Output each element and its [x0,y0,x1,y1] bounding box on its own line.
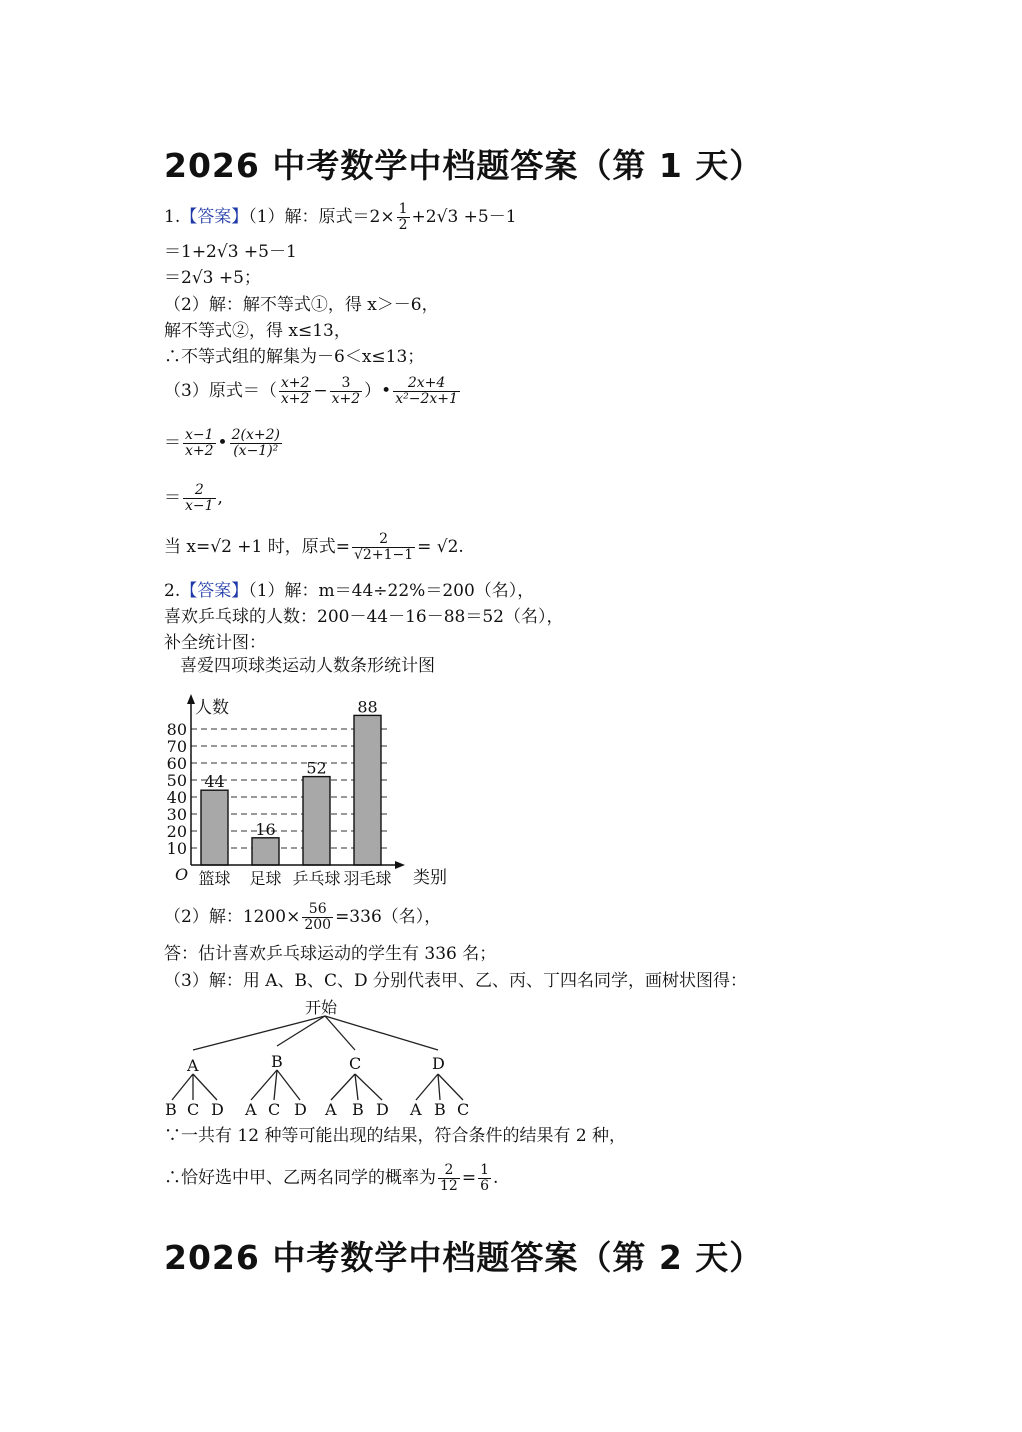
bar-篮球 [201,790,228,865]
bar-value-label: 44 [204,772,225,792]
bar-value-label: 52 [306,758,327,778]
q1-number: 1. [164,207,181,227]
tree-leaf: C [187,1100,200,1119]
q1-line-3: ＝2√3 +5； [164,268,261,288]
x-category-label: 篮球 [198,869,231,888]
tree-leaf: D [211,1100,224,1119]
q2-line-2: 喜欢乒乓球的人数：200－44－16－88＝52（名）， [164,607,564,627]
tree-node-a: A [187,1056,199,1075]
y-tick-label: 80 [166,720,187,739]
bar-足球 [252,838,279,865]
q2-line-4 [164,902,441,933]
q2-line-5: 答：估计喜欢乒乓球运动的学生有 336 名； [164,944,497,964]
fraction-g: $\frac{2}{√2+1-1}$ [354,531,414,563]
tree-leaf: D [376,1100,389,1119]
tree-leaf: B [434,1100,446,1119]
y-tick-label: 50 [166,771,187,790]
fraction-56-200: $\frac{56}{200}$ [304,901,332,933]
x-axis-arrow [395,861,405,869]
x-axis-label: 类别 [413,868,447,888]
page-title-day1: 2026 中考数学中档题答案（第 1 天） [164,146,764,185]
q1-line-7: （3）原式＝（ $\frac{x+2}{x+2}$ − $\frac{3}{x+2}$ ）• $\frac{2x+4}{\text{x²−2x+1}}$ [164,375,458,407]
q1-answer-tag: 【答案】 [180,207,249,227]
q1-step-1: （1）解：原式＝2× [248,207,395,227]
q2-answer-tag: 【答案】 [180,581,249,601]
q1-line-8: ＝ $\frac{x-1}{x+2}$ • $\frac{2(x+2)}{\text{(x−1)²}}$ [164,427,280,459]
tree-leaf: A [325,1100,337,1119]
tree-leaf: B [352,1100,364,1119]
y-tick-label: 30 [166,805,187,824]
x-category-label: 羽毛球 [343,869,392,888]
y-tick-label: 70 [166,737,187,756]
fraction-1-6: $\frac{1}{6}$ [480,1162,489,1194]
tree-node-d: D [432,1054,445,1073]
q1-line-2: ＝1+2√3 +5－1 [164,242,297,262]
fraction-f: $\frac{2}{x-1}$ [185,482,214,514]
q1-eq-8: ＝ [164,433,181,453]
q1-line-4: （2）解：解不等式①，得 x＞－6， [164,295,439,315]
y-axis-label: 人数 [195,698,229,718]
q2-line-8: ∴恰好选中甲、乙两名同学的概率为 $\frac{2}{12}$ = $\frac{1}{6}$ . [164,1162,499,1194]
tree-node-b: B [271,1052,283,1071]
q1-line-9: ＝ $\frac{2}{x-1}$ , [164,482,223,514]
bar-value-label: 88 [357,697,378,717]
y-tick-label: 20 [166,822,187,841]
y-tick-label: 60 [166,754,187,773]
chart-bars [201,715,381,865]
y-tick-label: 10 [166,839,187,858]
q2-part2-label: （2）解：1200× [164,907,301,927]
q2-number: 2. [164,581,181,601]
q1-result: = √2. [417,537,464,557]
bar-value-label: 16 [255,819,276,839]
q1-eq-9: ＝ [164,488,181,508]
q1-line-6: ∴不等式组的解集为－6＜x≤13； [164,347,425,367]
q2-line-7: ∵一共有 12 种等可能出现的结果，符合条件的结果有 2 种， [164,1126,627,1146]
q1-step-1-tail: +2√3 +5－1 [411,207,517,227]
tree-diagram [155,990,495,1120]
tree-node-c: C [349,1054,362,1073]
q2-step-1: （1）解：m＝44÷22%＝200（名）， [248,581,535,601]
tree-leaf: B [165,1100,177,1119]
x-category-label: 乒乓球 [292,869,341,888]
bar-羽毛球 [354,715,381,865]
q1-line-5: 解不等式②，得 x≤13， [164,321,351,341]
fraction-1-2: $\frac{1}{2}$ [398,201,408,233]
fraction-2-12: $\frac{2}{12}$ [440,1162,458,1194]
fraction-a: $\frac{x+2}{x+2}$ [280,375,310,407]
bar-chart [155,690,465,895]
y-axis-arrow [187,694,195,704]
q1-substitute: √2 +1 时，原式= [210,537,351,557]
tree-root: 开始 [305,998,338,1017]
q2-probability-text: ∴恰好选中甲、乙两名同学的概率为 [164,1168,436,1188]
bar-乒乓球 [303,777,330,865]
fraction-c: $\frac{2x+4}{\text{x²−2x+1}}$ [395,375,458,407]
tree-leaf: A [410,1100,422,1119]
tree-leaf: A [245,1100,257,1119]
page-title-day2: 2026 中考数学中档题答案（第 2 天） [164,1238,764,1277]
q1-part3-label: （3）原式＝（ [164,381,277,401]
chart-title: 喜爱四项球类运动人数条形统计图 [180,656,435,676]
tree-leaf: C [268,1100,281,1119]
tree-leaf: C [457,1100,470,1119]
q2-part2-result: =336（名）， [335,907,442,927]
fraction-b: $\frac{3}{x+2}$ [331,375,361,407]
y-tick-label: 40 [166,788,187,807]
q2-line-6: （3）解：用 A、B、C、D 分别代表甲、乙、丙、丁四名同学，画树状图得： [164,971,748,991]
q2-line-3: 补全统计图： [164,633,266,653]
fraction-d: $\frac{x-1}{x+2}$ [185,427,214,459]
q1-line-10 [164,532,464,563]
fraction-e: $\frac{2(x+2)}{\text{(x−1)²}}$ [231,427,280,459]
origin-label: O [175,865,189,884]
x-category-label: 足球 [249,869,282,888]
tree-leaf: D [294,1100,307,1119]
q1-when: 当 x= [164,537,211,557]
q1-line-1 [164,202,517,233]
q2-line-1 [164,580,534,602]
